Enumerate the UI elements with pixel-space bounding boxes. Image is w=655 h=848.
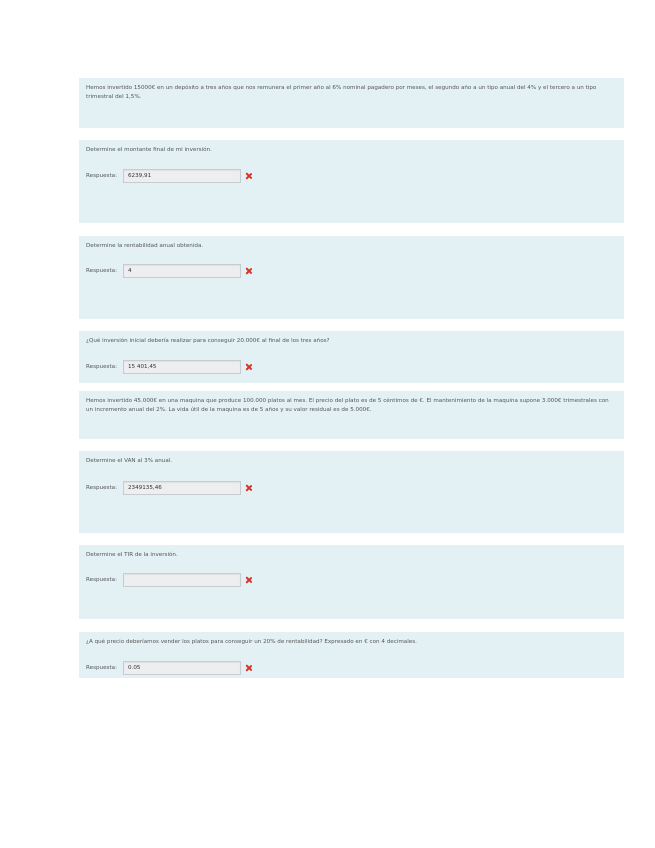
cross-icon (245, 665, 252, 672)
cross-icon (245, 268, 252, 275)
answer-input[interactable]: 15 401,45 (123, 360, 241, 374)
problem-statement-2 (79, 391, 624, 439)
question-text: Determine el montante final de mi inversión. (86, 147, 212, 153)
answer-label: Respuesta: (86, 485, 117, 491)
cross-icon (245, 485, 252, 492)
problem-text: Hemos invertido 45.000€ en una maquina que produce 100.000 platos al mes. El precio del plato es de 5 céntimos de €. El mantenimiento de la maquina supone 3.000€ trimestrales con un incremento anual del 2%. La vida útil de la maquina es de 5 años y su valor residual es de 5.000€. (86, 398, 609, 413)
answer-label: Respuesta: (86, 665, 117, 671)
question-text: Determine la rentabilidad anual obtenida. (86, 243, 204, 249)
question-rentabilidad (79, 236, 624, 319)
cross-icon (245, 173, 252, 180)
question-montante (79, 140, 624, 223)
answer-label: Respuesta: (86, 577, 117, 583)
problem-statement-1 (79, 78, 624, 128)
answer-input[interactable] (123, 573, 241, 587)
answer-input[interactable]: 0.05 (123, 661, 241, 675)
cross-icon (245, 577, 252, 584)
cross-icon (245, 364, 252, 371)
answer-input[interactable]: 4 (123, 264, 241, 278)
question-text: Determine el VAN al 3% anual. (86, 458, 173, 464)
question-text: Determine el TIR de la inversión. (86, 552, 178, 558)
question-precio-platos (79, 632, 624, 678)
answer-label: Respuesta: (86, 364, 117, 370)
answer-label: Respuesta: (86, 173, 117, 179)
question-text: ¿A qué precio deberíamos vender los platos para conseguir un 20% de rentabilidad? Expresado en € con 4 decimales. (86, 639, 417, 645)
question-text: ¿Qué inversión inicial debería realizar para conseguir 20.000€ al final de los tres años? (86, 338, 330, 344)
question-inversion-inicial (79, 331, 624, 383)
answer-input[interactable]: 2349135,46 (123, 481, 241, 495)
answer-input[interactable]: 6239,91 (123, 169, 241, 183)
question-tir (79, 545, 624, 619)
problem-text: Hemos invertido 15000€ en un depósito a tres años que nos remunera el primer año al 6% nominal pagadero por meses, el segundo año a un tipo anual del 4% y el tercero a un tipo trimestral del 1,5%. (86, 85, 597, 100)
question-van (79, 451, 624, 533)
answer-label: Respuesta: (86, 268, 117, 274)
